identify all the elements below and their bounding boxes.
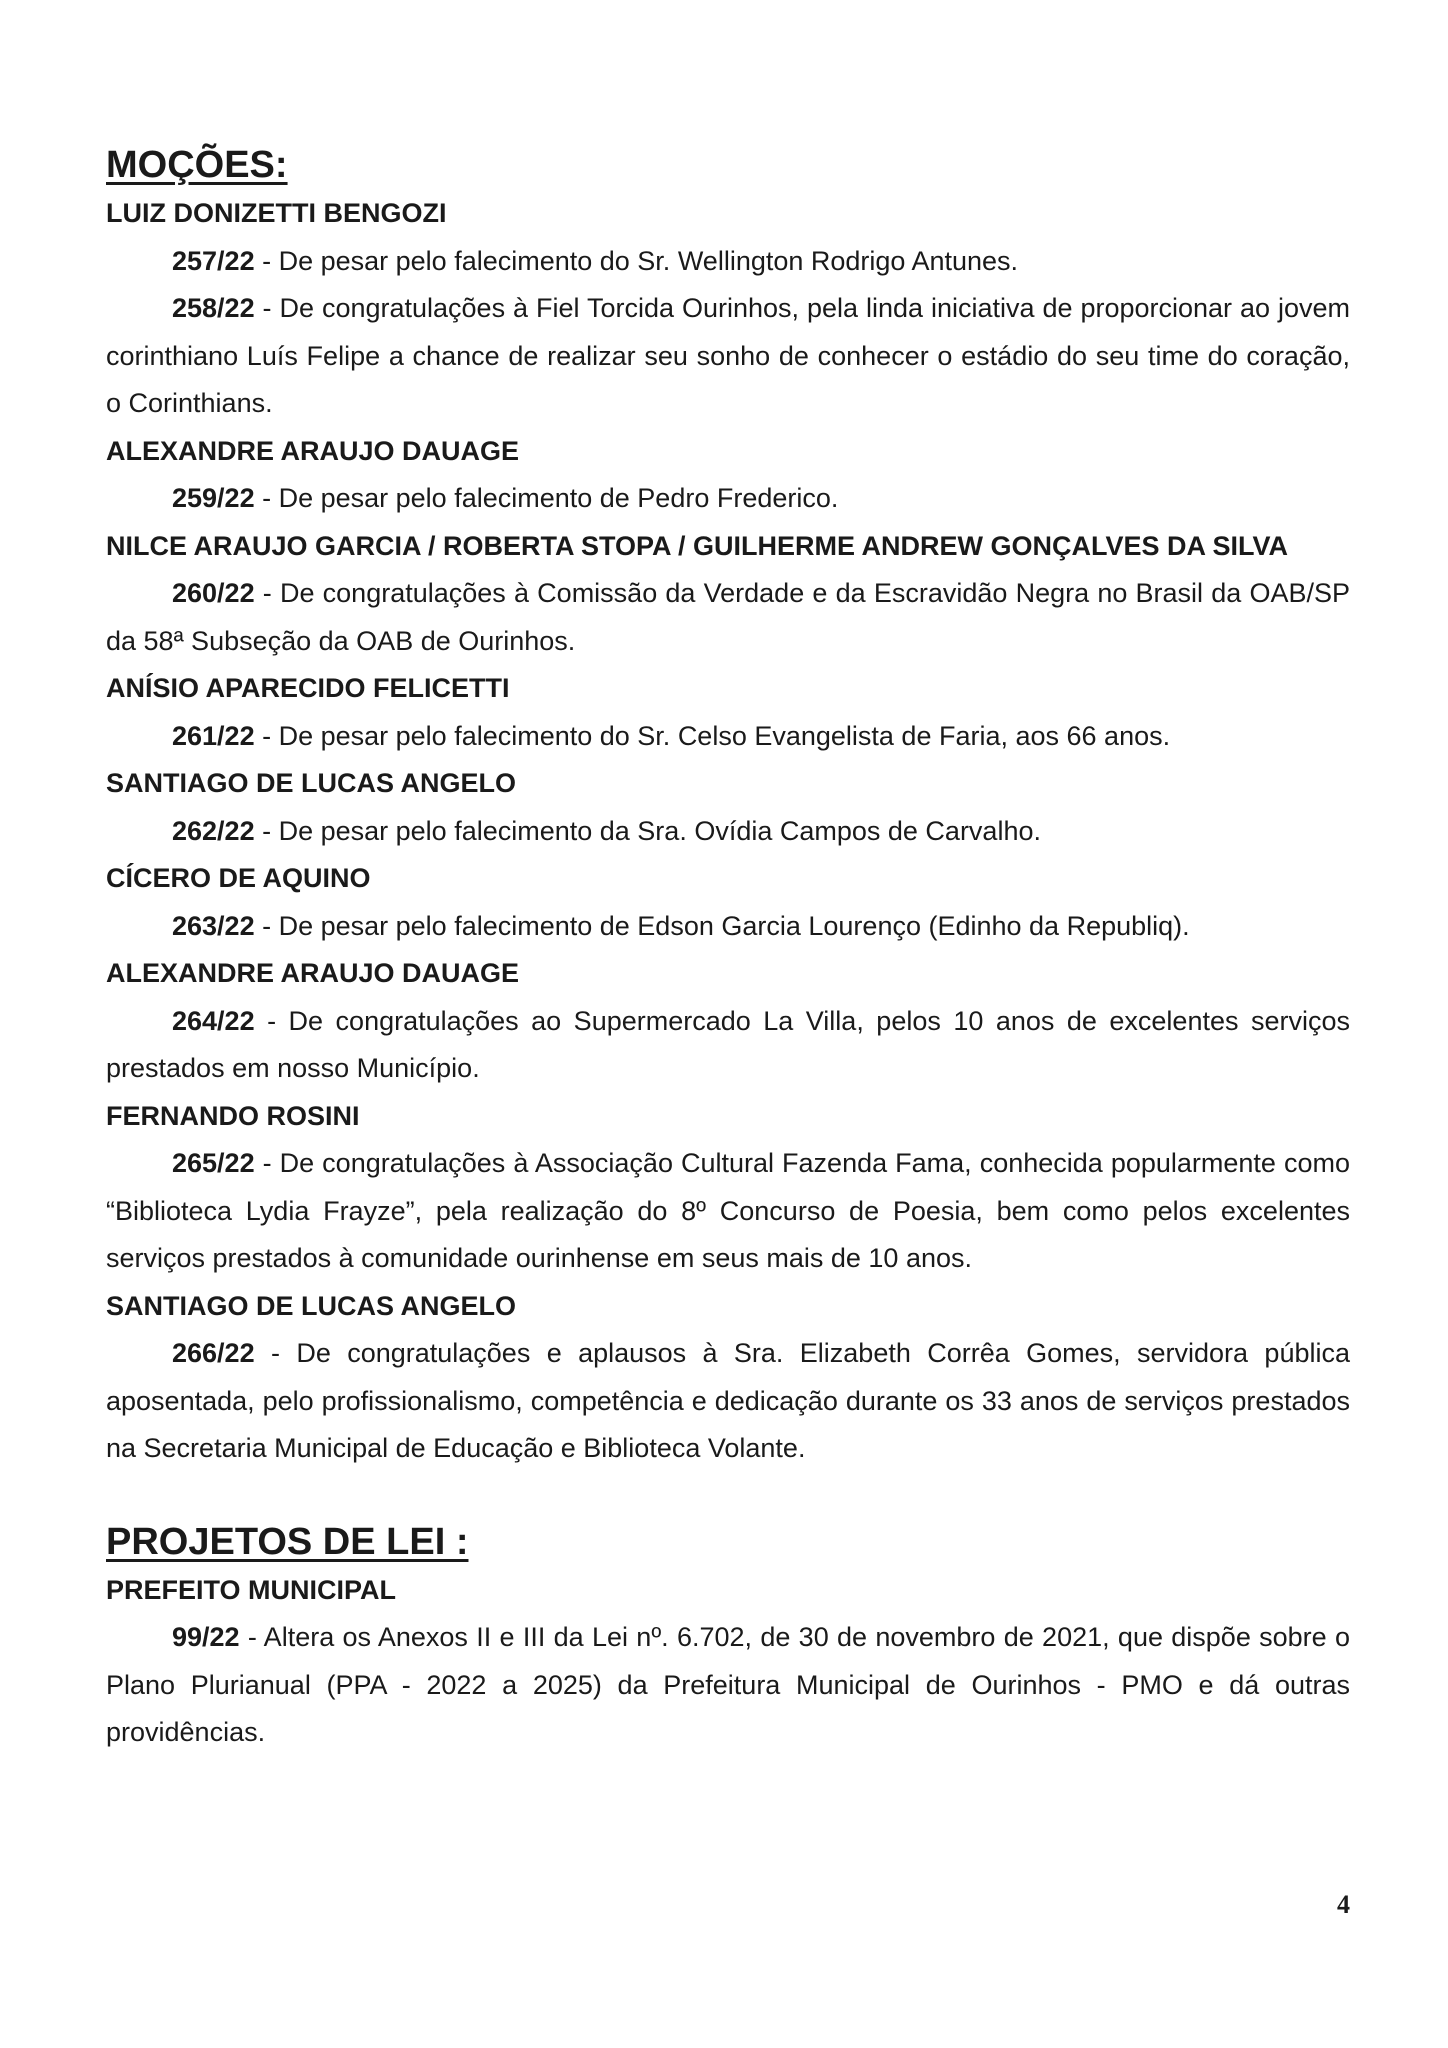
page-number: 4: [1337, 1890, 1350, 1919]
item-number: 257/22: [172, 245, 255, 276]
author-name: ALEXANDRE ARAUJO DAUAGE: [106, 958, 520, 988]
item-text: - De congratulações e aplausos à Sra. Elizabeth Corrêa Gomes, servidora pública aposentada, pelo profissionalismo, competência e dedicação durante os 33 anos de serviços prestados na Secretaria Municipal de Educação e Biblioteca Volante.: [106, 1338, 1350, 1463]
item-text: - De pesar pelo falecimento de Edson Garcia Lourenço (Edinho da Republiq).: [254, 910, 1190, 941]
author-group: [106, 428, 1350, 523]
item-text: - De congratulações à Fiel Torcida Ourinhos, pela linda iniciativa de proporcionar ao jovem corinthiano Luís Felipe a chance de realizar seu sonho de conhecer o estádio do seu time do coração, o Corinthians.: [106, 293, 1350, 418]
author-name: NILCE ARAUJO GARCIA / ROBERTA STOPA / GUILHERME ANDREW GONÇALVES DA SILVA: [106, 530, 1289, 561]
motion-item: [106, 1330, 1350, 1473]
author-group: [106, 760, 1350, 855]
author-name: FERNANDO ROSINI: [106, 1100, 360, 1131]
author-group: [106, 665, 1350, 760]
motion-item: [106, 475, 1350, 523]
item-number: 265/22: [172, 1148, 255, 1178]
item-text: - De congratulações ao Supermercado La Villa, pelos 10 anos de excelentes serviços prestados em nosso Município.: [106, 1005, 1350, 1083]
section-mocoes: [106, 140, 1350, 1473]
author-group: [106, 855, 1350, 950]
item-number: 262/22: [172, 815, 255, 846]
item-number: 99/22: [172, 1622, 240, 1652]
item-text: - De pesar pelo falecimento do Sr. Celso Evangelista de Faria, aos 66 anos.: [254, 720, 1171, 751]
author-group: [106, 523, 1350, 666]
item-text: - De pesar pelo falecimento de Pedro Frederico.: [254, 483, 839, 513]
author-name: ALEXANDRE ARAUJO DAUAGE: [106, 435, 520, 466]
author-name: ANÍSIO APARECIDO FELICETTI: [106, 673, 510, 703]
bill-item: [106, 1614, 1350, 1757]
item-number: 266/22: [172, 1338, 255, 1368]
motion-item: [106, 903, 1350, 951]
author-group: [106, 1093, 1350, 1283]
document-page: [106, 140, 1350, 1757]
motion-item: [106, 570, 1350, 665]
motion-item: [106, 1140, 1350, 1283]
section-title: PROJETOS DE LEI :: [106, 1520, 469, 1563]
author-name: CÍCERO DE AQUINO: [106, 863, 371, 893]
item-text: - De congratulações à Associação Cultural Fazenda Fama, conhecida popularmente como “Biblioteca Lydia Frayze”, pela realização do 8º Concurso de Poesia, bem como pelos excelentes serviços prestados à comunidade ourinhense em seus mais de 10 anos.: [106, 1148, 1350, 1273]
item-text: - De pesar pelo falecimento do Sr. Wellington Rodrigo Antunes.: [254, 245, 1019, 276]
author-group: [106, 950, 1350, 1093]
item-number: 263/22: [172, 910, 255, 941]
item-text: - Altera os Anexos II e III da Lei nº. 6.702, de 30 de novembro de 2021, que dispõe sobre o Plano Plurianual (PPA - 2022 a 2025) da Prefeitura Municipal de Ourinhos - PMO e dá outras providências.: [106, 1622, 1350, 1747]
author-group: [106, 1567, 1350, 1757]
motion-item: [106, 998, 1350, 1093]
motion-item: [106, 285, 1350, 428]
item-text: - De congratulações à Comissão da Verdade e da Escravidão Negra no Brasil da OAB/SP da 58ª Subseção da OAB de Ourinhos.: [106, 578, 1350, 656]
item-text: - De pesar pelo falecimento da Sra. Ovídia Campos de Carvalho.: [254, 815, 1041, 846]
section-title: MOÇÕES:: [106, 144, 288, 186]
motion-item: [106, 713, 1350, 761]
author-name: LUIZ DONIZETTI BENGOZI: [106, 198, 447, 228]
item-number: 260/22: [172, 578, 255, 608]
author-group: [106, 1283, 1350, 1473]
section-projetos-de-lei: [106, 1517, 1350, 1757]
item-number: 259/22: [172, 483, 255, 513]
motion-item: [106, 238, 1350, 286]
item-number: 258/22: [172, 293, 255, 323]
author-name: SANTIAGO DE LUCAS ANGELO: [106, 1290, 517, 1321]
item-number: 261/22: [172, 720, 255, 751]
item-number: 264/22: [172, 1005, 255, 1036]
author-name: PREFEITO MUNICIPAL: [106, 1574, 397, 1605]
author-group: [106, 190, 1350, 428]
motion-item: [106, 808, 1350, 856]
author-name: SANTIAGO DE LUCAS ANGELO: [106, 768, 517, 798]
